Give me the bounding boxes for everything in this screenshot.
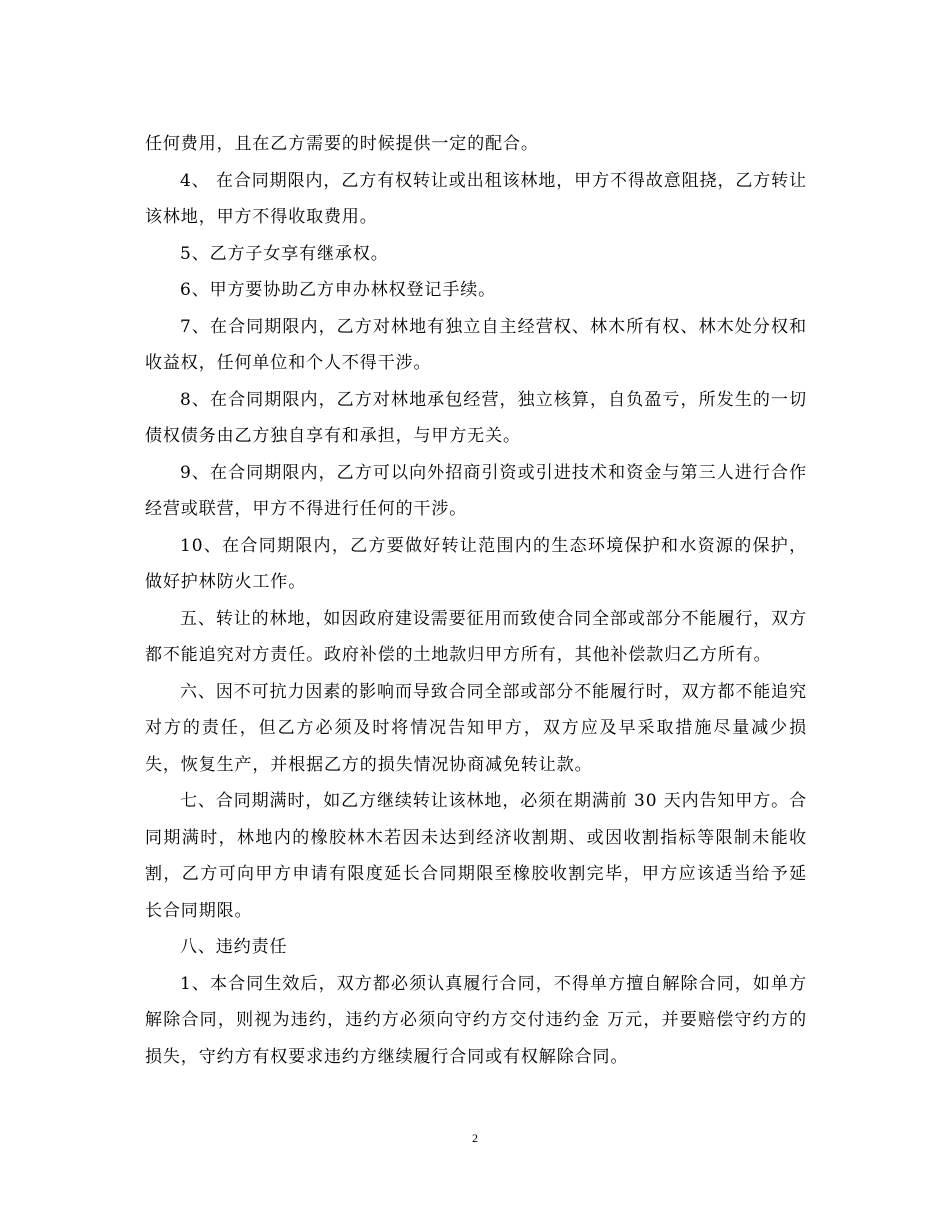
clause-10: 10、在合同期限内，乙方要做好转让范围内的生态环境保护和水资源的保护，做好护林防火工作。 [145, 535, 807, 592]
page-number: 2 [472, 1131, 478, 1145]
clause-5: 5、乙方子女享有继承权。 [180, 243, 389, 264]
section-eight-heading: 八、违约责任 [180, 937, 288, 957]
section-six: 六、因不可抗力因素的影响而导致合同全部或部分不能履行时，双方都不能追究对方的责任，但乙方必须及时将情况告知甲方，双方应及早采取措施尽量减少损失，恢复生产，并根据乙方的损失情况协商减免转让款。 [145, 681, 807, 775]
clause-7: 7、在合同期限内，乙方对林地有独立自主经营权、林木所有权、林木处分权和收益权，任何单位和个人不得干涉。 [145, 316, 807, 373]
paragraph-continuation: 任何费用，且在乙方需要的时候提供一定的配合。 [145, 134, 539, 154]
clause-4: 4、 在合同期限内，乙方有权转让或出租该林地，甲方不得故意阻挠，乙方转让该林地，甲方不得收取费用。 [145, 170, 807, 227]
section-seven: 七、合同期满时，如乙方继续转让该林地，必须在期满前 30 天内告知甲方。合同期满时，林地内的橡胶林木若因未达到经济收割期、或因收割指标等限制未能收割，乙方可向甲方申请有限度延长合同期限至橡胶收割完毕，甲方应该适当给予延长合同期限。 [145, 791, 807, 921]
document-body [145, 126, 807, 1075]
breach-clause-1: 1、本合同生效后，双方都必须认真履行合同，不得单方擅自解除合同，如单方解除合同，则视为违约，违约方必须向守约方交付违约金 万元，并要赔偿守约方的损失，守约方有权要求违约方继续履行合同或有权解除合同。 [145, 973, 807, 1067]
section-five: 五、转让的林地，如因政府建设需要征用而致使合同全部或部分不能履行，双方都不能追究对方责任。政府补偿的土地款归甲方所有，其他补偿款归乙方所有。 [145, 608, 807, 665]
clause-8: 8、在合同期限内，乙方对林地承包经营，独立核算，自负盈亏，所发生的一切债权债务由乙方独自享有和承担，与甲方无关。 [145, 389, 807, 446]
clause-9: 9、在合同期限内，乙方可以向外招商引资或引进技术和资金与第三人进行合作经营或联营，甲方不得进行任何的干涉。 [145, 462, 807, 519]
clause-6: 6、甲方要协助乙方申办林权登记手续。 [180, 280, 497, 300]
